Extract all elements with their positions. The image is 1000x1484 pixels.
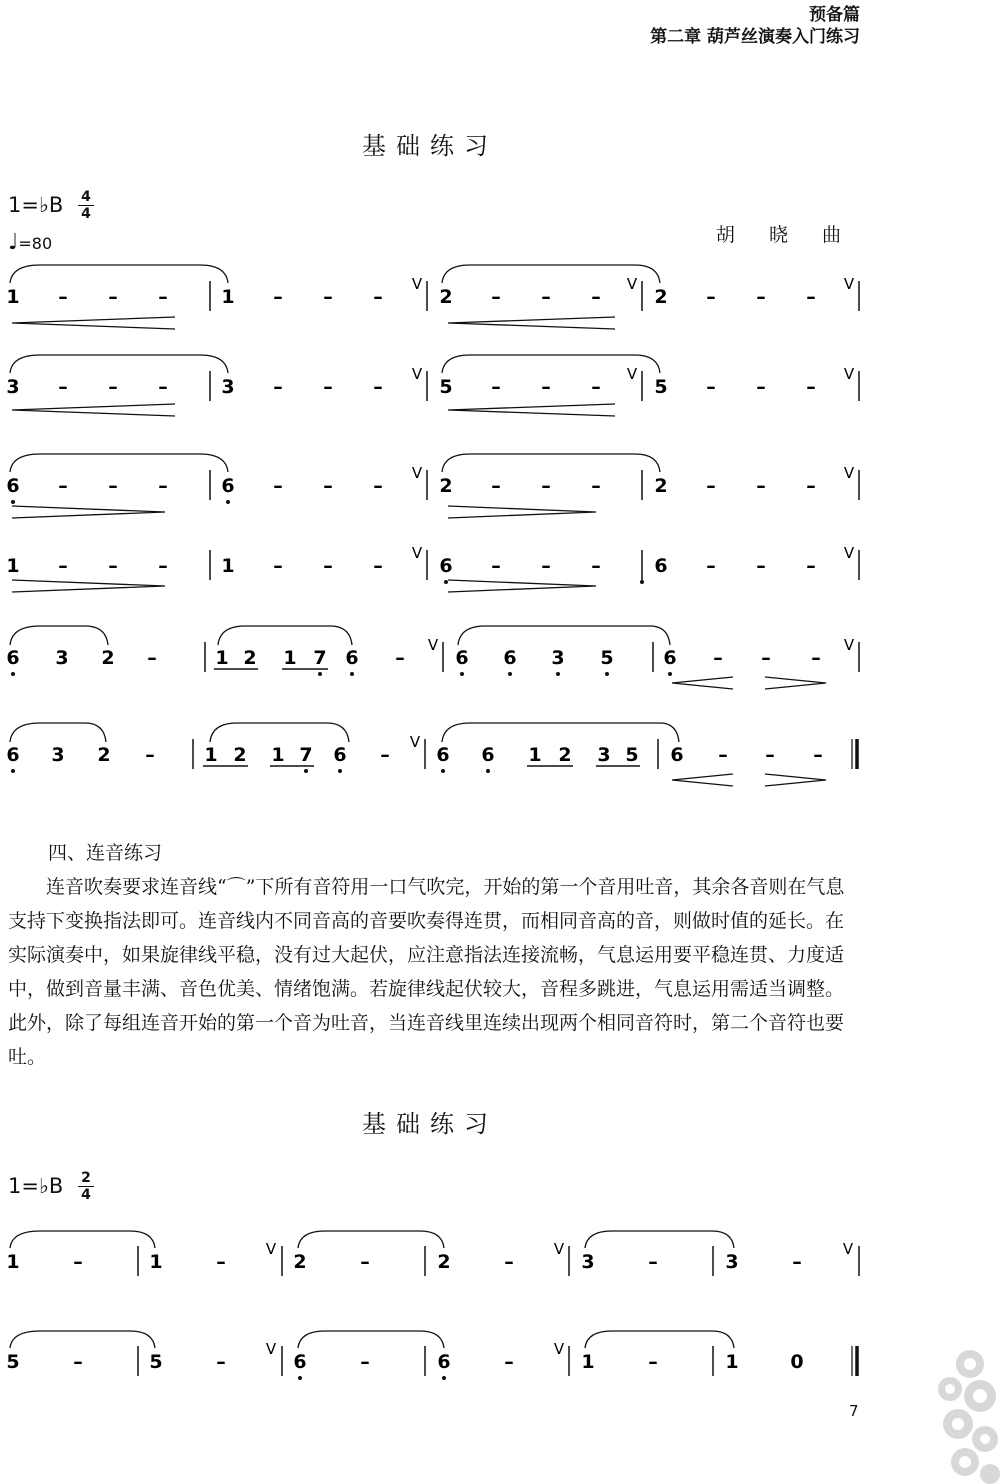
crescendo-hairpin	[672, 677, 733, 689]
crescendo-hairpin	[12, 317, 175, 329]
dash-note: –	[591, 555, 601, 577]
breath-mark: V	[411, 365, 423, 383]
slur	[585, 1231, 734, 1248]
note: 3	[725, 1251, 739, 1273]
dash-note: –	[58, 376, 68, 398]
decrescendo-hairpin	[765, 677, 826, 689]
dash-note: –	[706, 555, 716, 577]
breath-mark: V	[427, 636, 439, 654]
dash-note: –	[591, 376, 601, 398]
dash-note: –	[491, 376, 501, 398]
low-octave-dot	[226, 500, 230, 504]
dash-note: –	[756, 376, 766, 398]
note: 2	[439, 475, 453, 497]
quarter-note-icon: ♩	[8, 230, 19, 255]
dash-note: –	[806, 475, 816, 497]
exercise1-key: 1=♭B	[8, 193, 64, 217]
decrescendo-hairpin	[765, 774, 826, 786]
note: 6	[333, 744, 347, 766]
running-header-chapter: 第二章 葫芦丝演奏入门练习	[650, 27, 860, 47]
dash-note: –	[806, 555, 816, 577]
breath-mark: V	[626, 275, 638, 293]
note: 2	[558, 744, 572, 766]
low-octave-dot	[11, 672, 15, 676]
dash-note: –	[158, 555, 168, 577]
note: 1	[283, 647, 297, 669]
note: 2	[97, 744, 111, 766]
slur	[10, 265, 228, 283]
note: 7	[299, 744, 313, 766]
breath-mark: V	[843, 544, 855, 562]
dash-note: –	[706, 376, 716, 398]
breath-mark: V	[843, 365, 855, 383]
dash-note: –	[792, 1251, 802, 1273]
dash-note: –	[541, 475, 551, 497]
note: 1	[221, 286, 235, 308]
dash-note: –	[591, 286, 601, 308]
low-octave-dot	[605, 672, 609, 676]
floral-ornament-icon	[920, 1334, 1000, 1484]
running-header-part: 预备篇	[809, 5, 860, 25]
note: 1	[6, 555, 20, 577]
note: 1	[149, 1251, 163, 1273]
dash-note: –	[380, 744, 390, 766]
dash-note: –	[648, 1351, 658, 1373]
time-top: 4	[81, 189, 91, 205]
note: 5	[600, 647, 614, 669]
note: 5	[654, 376, 668, 398]
breath-mark: V	[843, 275, 855, 293]
section-heading: 四、连音练习	[48, 842, 163, 864]
note: 1	[725, 1351, 739, 1373]
low-octave-dot	[298, 1376, 302, 1380]
dash-note: –	[158, 376, 168, 398]
note: 1	[581, 1351, 595, 1373]
section-paragraph: 连音吹奏要求连音线“⌒”下所有音符用一口气吹完，开始的第一个音用吐音，其余各音则在气息支持下变换指法即可。连音线内不同音高的音要吹奏得连贯，而相同音高的音，则做时值的延长。在实际演奏中，如果旋律线平稳，没有过大起伏，应注意指法连接流畅，气息运用要平稳连贯、力度适中，做到音量丰满、音色优美、情绪饱满。若旋律线起伏较大，音程多跳进，气息运用需适当调整。此外，除了每组连音开始的第一个音为吐音，当连音线里连续出现两个相同音符时，第二个音符也要吐。	[8, 876, 845, 1068]
note: 3	[551, 647, 565, 669]
dash-note: –	[273, 376, 283, 398]
slur	[10, 626, 108, 645]
note: 6	[293, 1351, 307, 1373]
slur	[10, 355, 228, 373]
note: 6	[6, 744, 20, 766]
notation-marks	[10, 265, 826, 1348]
dash-note: –	[73, 1351, 83, 1373]
breath-mark: V	[265, 1340, 277, 1358]
dash-note: –	[373, 286, 383, 308]
dash-note: –	[145, 744, 155, 766]
dash-note: –	[491, 475, 501, 497]
dash-note: –	[108, 376, 118, 398]
low-octave-dot	[338, 769, 342, 773]
note: 6	[439, 555, 453, 577]
note: 0	[790, 1351, 804, 1373]
slur	[10, 454, 228, 472]
low-octave-dot	[460, 672, 464, 676]
breath-mark: V	[626, 365, 638, 383]
exercise2-time-signature	[78, 1171, 94, 1202]
composer: 胡 晓 曲	[715, 224, 855, 246]
crescendo-hairpin	[448, 404, 615, 416]
dash-note: –	[373, 376, 383, 398]
page-number: 7	[849, 1402, 859, 1420]
dash-note: –	[765, 744, 775, 766]
slur	[10, 1331, 155, 1348]
dash-note: –	[158, 475, 168, 497]
slur	[458, 626, 670, 645]
dash-note: –	[756, 475, 766, 497]
note: 1	[221, 555, 235, 577]
decrescendo-hairpin	[12, 580, 165, 592]
dash-note: –	[491, 286, 501, 308]
dash-note: –	[373, 475, 383, 497]
dash-note: –	[813, 744, 823, 766]
low-octave-dot	[441, 769, 445, 773]
dash-note: –	[216, 1251, 226, 1273]
note: 6	[503, 647, 517, 669]
dash-note: –	[761, 647, 771, 669]
decrescendo-hairpin	[12, 506, 165, 518]
breath-mark: V	[553, 1240, 565, 1258]
dash-note: –	[706, 475, 716, 497]
note: 6	[6, 647, 20, 669]
breath-mark: V	[843, 636, 855, 654]
dash-note: –	[756, 286, 766, 308]
dash-note: –	[541, 376, 551, 398]
dash-note: –	[158, 286, 168, 308]
slur	[585, 1331, 734, 1348]
low-octave-dot	[11, 500, 15, 504]
exercise2-notation	[6, 1240, 859, 1380]
low-octave-dot	[318, 672, 322, 676]
note: 2	[101, 647, 115, 669]
note: 2	[654, 475, 668, 497]
dash-note: –	[58, 555, 68, 577]
breath-mark: V	[265, 1240, 277, 1258]
dash-note: –	[504, 1251, 514, 1273]
crescendo-hairpin	[448, 317, 615, 329]
slur	[442, 454, 660, 472]
slur	[298, 1231, 444, 1248]
slur	[10, 723, 106, 742]
dash-note: –	[360, 1251, 370, 1273]
tempo-value: =80	[18, 234, 53, 253]
note: 2	[243, 647, 257, 669]
slur	[10, 1231, 155, 1248]
dash-note: –	[216, 1351, 226, 1373]
dash-note: –	[273, 555, 283, 577]
note: 7	[313, 647, 327, 669]
slur	[210, 723, 349, 742]
dash-note: –	[108, 286, 118, 308]
note: 3	[597, 744, 611, 766]
low-octave-dot	[668, 672, 672, 676]
low-octave-dot	[350, 672, 354, 676]
low-octave-dot	[508, 672, 512, 676]
note: 6	[455, 647, 469, 669]
dash-note: –	[504, 1351, 514, 1373]
dash-note: –	[323, 475, 333, 497]
note: 2	[654, 286, 668, 308]
breath-mark: V	[843, 464, 855, 482]
note: 5	[6, 1351, 20, 1373]
time-bottom: 4	[81, 1187, 91, 1203]
dash-note: –	[718, 744, 728, 766]
time-top: 2	[81, 1170, 91, 1186]
note: 1	[528, 744, 542, 766]
dash-note: –	[58, 475, 68, 497]
dash-note: –	[323, 555, 333, 577]
breath-mark: V	[553, 1340, 565, 1358]
note: 6	[6, 475, 20, 497]
exercise1-notation	[6, 275, 859, 773]
breath-mark: V	[411, 544, 423, 562]
note: 6	[654, 555, 668, 577]
note: 3	[51, 744, 65, 766]
low-octave-dot	[304, 769, 308, 773]
low-octave-dot	[486, 769, 490, 773]
note: 2	[439, 286, 453, 308]
dash-note: –	[591, 475, 601, 497]
decrescendo-hairpin	[448, 580, 596, 592]
note: 2	[233, 744, 247, 766]
dash-note: –	[108, 475, 118, 497]
dash-note: –	[806, 376, 816, 398]
dash-note: –	[273, 475, 283, 497]
note: 3	[221, 376, 235, 398]
slur	[218, 626, 352, 645]
note: 1	[271, 744, 285, 766]
dash-note: –	[648, 1251, 658, 1273]
low-octave-dot	[556, 672, 560, 676]
note: 3	[55, 647, 69, 669]
breath-mark: V	[411, 275, 423, 293]
low-octave-dot	[444, 580, 448, 584]
note: 6	[436, 744, 450, 766]
dash-note: –	[491, 555, 501, 577]
dash-note: –	[273, 286, 283, 308]
note: 6	[663, 647, 677, 669]
note: 6	[437, 1351, 451, 1373]
slur	[442, 723, 679, 742]
dash-note: –	[360, 1351, 370, 1373]
note: 6	[345, 647, 359, 669]
breath-mark: V	[842, 1240, 854, 1258]
dash-note: –	[811, 647, 821, 669]
note: 5	[625, 744, 639, 766]
slur	[298, 1331, 444, 1348]
dash-note: –	[713, 647, 723, 669]
note: 1	[215, 647, 229, 669]
dash-note: –	[541, 555, 551, 577]
note: 1	[6, 1251, 20, 1273]
dash-note: –	[58, 286, 68, 308]
decrescendo-hairpin	[448, 506, 596, 518]
low-octave-dot	[11, 769, 15, 773]
dash-note: –	[395, 647, 405, 669]
crescendo-hairpin	[12, 404, 175, 416]
low-octave-dot	[442, 1376, 446, 1380]
exercise1-title: 基础练习	[362, 132, 498, 160]
note: 3	[6, 376, 20, 398]
breath-mark: V	[409, 733, 421, 751]
dash-note: –	[806, 286, 816, 308]
note: 5	[149, 1351, 163, 1373]
exercise2-title: 基础练习	[362, 1110, 498, 1138]
note: 1	[6, 286, 20, 308]
dash-note: –	[323, 286, 333, 308]
note: 2	[293, 1251, 307, 1273]
low-octave-dot	[640, 580, 644, 584]
dash-note: –	[323, 376, 333, 398]
breath-mark: V	[411, 464, 423, 482]
dash-note: –	[108, 555, 118, 577]
dash-note: –	[73, 1251, 83, 1273]
note: 2	[437, 1251, 451, 1273]
time-bottom: 4	[81, 206, 91, 222]
dash-note: –	[541, 286, 551, 308]
crescendo-hairpin	[672, 774, 733, 786]
exercise2-key: 1=♭B	[8, 1174, 64, 1198]
note: 6	[221, 475, 235, 497]
dash-note: –	[706, 286, 716, 308]
note: 1	[204, 744, 218, 766]
dash-note: –	[147, 647, 157, 669]
note: 3	[581, 1251, 595, 1273]
dash-note: –	[373, 555, 383, 577]
note: 5	[439, 376, 453, 398]
note: 6	[481, 744, 495, 766]
dash-note: –	[756, 555, 766, 577]
note: 6	[670, 744, 684, 766]
